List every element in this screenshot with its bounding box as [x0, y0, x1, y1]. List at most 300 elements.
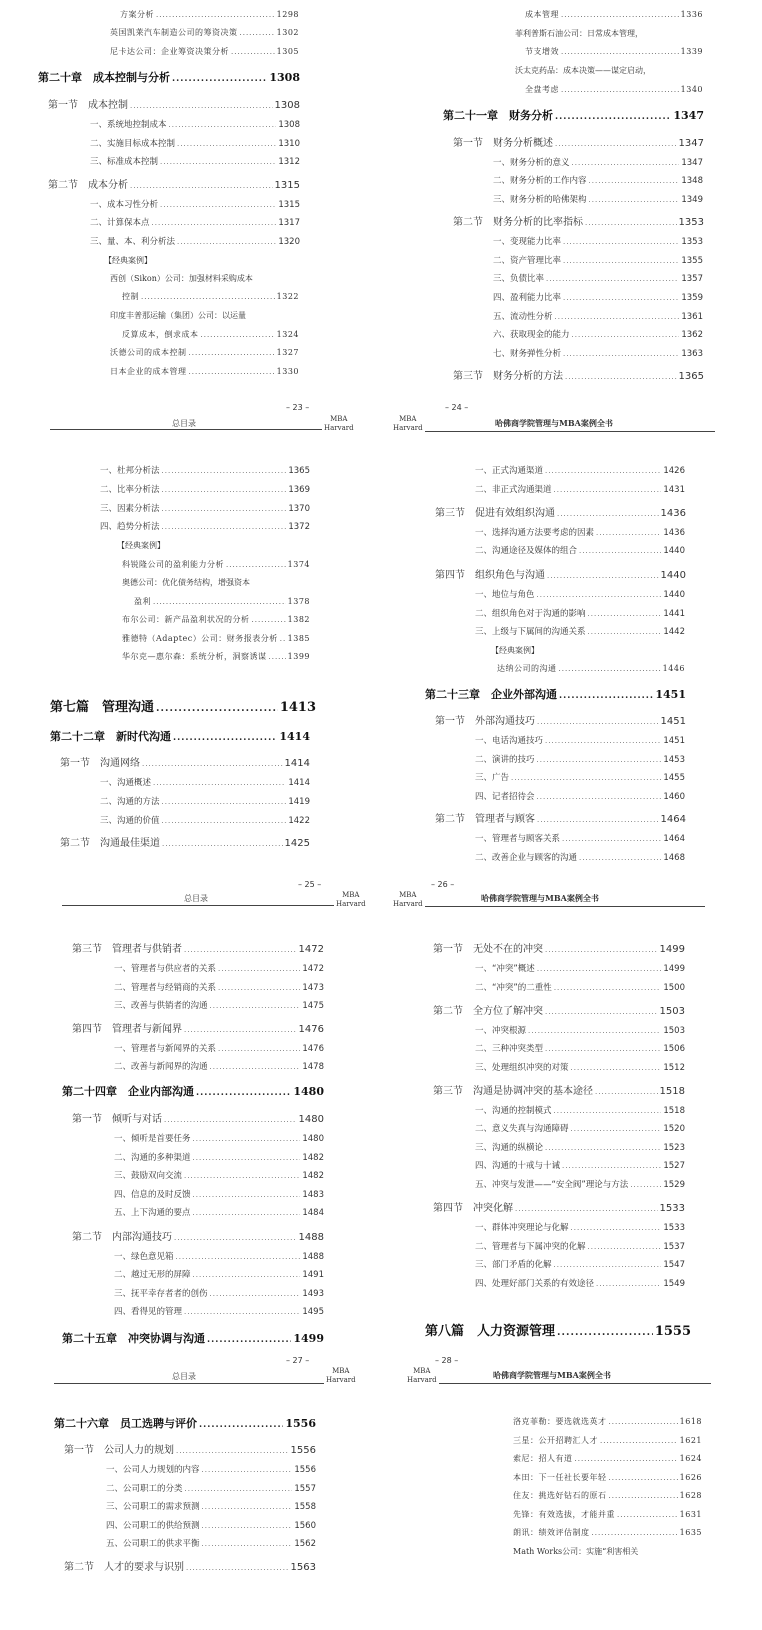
page-29	[0, 1390, 381, 1630]
mba-harvard-mark: MBA Harvard	[324, 415, 354, 432]
case-label: 【经典案例】	[491, 646, 539, 655]
subsection-title: 三、鼓励双向交流	[114, 1171, 183, 1181]
toc-subsection[interactable]	[114, 1268, 324, 1280]
subsection-title: 二、三种冲突类型	[475, 1044, 544, 1054]
toc-subsection[interactable]	[475, 483, 685, 495]
toc-case[interactable]	[122, 614, 310, 625]
toc-section[interactable]	[435, 504, 686, 519]
chapter-page: 1556	[285, 1417, 316, 1430]
subsection-page: 1359	[681, 293, 703, 303]
toc-subsection[interactable]	[106, 1519, 316, 1531]
section-page: 1499	[659, 944, 685, 955]
subsection-title: 三、量、本、利分析法	[90, 237, 176, 247]
toc-case[interactable]	[122, 329, 299, 340]
subsection-page: 1506	[663, 1044, 685, 1054]
section-title: 第一节 倾听与对话	[72, 1114, 162, 1125]
chapter-page: 1480	[293, 1085, 324, 1098]
subsection-title: 一、地位与角色	[475, 590, 535, 600]
toc-subsection[interactable]	[475, 1159, 685, 1171]
subsection-page: 1488	[302, 1252, 324, 1262]
toc-section[interactable]	[48, 96, 300, 111]
case-page: 1628	[679, 1491, 702, 1500]
toc-subsection[interactable]	[475, 1277, 685, 1289]
subsection-page: 1426	[663, 466, 685, 476]
subsection-page: 1560	[294, 1521, 316, 1531]
subsection-page: 1529	[663, 1180, 685, 1190]
toc-section[interactable]	[453, 134, 704, 149]
toc-section[interactable]	[435, 566, 686, 581]
subsection-page: 1315	[278, 200, 300, 210]
section-title: 第二节 人才的要求与识别	[64, 1562, 184, 1573]
toc-subsection[interactable]	[100, 776, 310, 788]
subsection-page: 1363	[681, 349, 703, 359]
subsection-page: 1353	[681, 237, 703, 247]
toc-entry-title: 全盘考虑	[525, 85, 559, 94]
toc-subsection[interactable]	[493, 254, 703, 266]
subsection-title: 一、选择沟通方法要考虑的因素	[475, 528, 595, 538]
toc-subsection[interactable]	[475, 1221, 685, 1233]
section-title: 第一节 沟通网络	[60, 758, 140, 769]
chapter-title: 第二十章 成本控制与分析	[38, 71, 170, 84]
case-label: 【经典案例】	[117, 541, 165, 550]
page-24	[381, 0, 762, 440]
toc-section[interactable]	[433, 1082, 685, 1097]
toc-case[interactable]	[513, 1453, 702, 1464]
toc-chapter[interactable]	[425, 686, 686, 702]
mba-harvard-mark: MBA Harvard	[336, 891, 366, 908]
toc-subsection[interactable]	[106, 1482, 316, 1494]
toc-subsection[interactable]	[493, 174, 703, 186]
subsection-page: 1491	[302, 1270, 324, 1280]
subsection-page: 1419	[288, 797, 310, 807]
subsection-page: 1347	[681, 158, 703, 168]
case-title: 反算成本，倒求成本	[122, 330, 199, 339]
subsection-page: 1317	[278, 218, 300, 228]
toc-subsection[interactable]	[475, 851, 685, 863]
toc-chapter[interactable]	[54, 1415, 316, 1431]
subsection-page: 1562	[294, 1539, 316, 1549]
toc-section[interactable]	[64, 1441, 316, 1456]
toc-entry-title: 方案分析	[120, 10, 154, 19]
subsection-page: 1533	[663, 1223, 685, 1233]
subsection-title: 三、抚平幸存者者的创伤	[114, 1289, 208, 1299]
toc-subsection[interactable]	[114, 1169, 324, 1181]
subsection-title: 三、负债比率	[493, 274, 545, 284]
toc-subsection[interactable]	[475, 771, 685, 783]
case-title: 达纳公司的沟通	[497, 664, 557, 673]
toc-chapter[interactable]	[62, 1330, 324, 1346]
toc-case[interactable]	[513, 1509, 702, 1520]
toc-subsection[interactable]	[114, 1305, 324, 1317]
subsection-title: 二、改善与新闻界的沟通	[114, 1062, 208, 1072]
toc-part[interactable]	[50, 696, 316, 715]
section-page: 1563	[290, 1562, 316, 1573]
subsection-page: 1556	[294, 1465, 316, 1475]
subsection-title: 三、因素分析法	[100, 504, 160, 514]
toc-subsection[interactable]	[475, 981, 685, 993]
toc-section[interactable]	[72, 940, 324, 955]
subsection-page: 1464	[663, 834, 685, 844]
subsection-title: 一、冲突根源	[475, 1026, 527, 1036]
toc-subsection[interactable]	[475, 1024, 685, 1036]
chapter-title: 第二十二章 新时代沟通	[50, 730, 171, 743]
toc-subsection[interactable]	[106, 1500, 316, 1512]
subsection-page: 1472	[302, 964, 324, 974]
toc-section[interactable]	[60, 754, 310, 769]
toc-subsection[interactable]	[114, 1151, 324, 1163]
subsection-title: 三、处理组织冲突的对策	[475, 1063, 569, 1073]
toc-subsection[interactable]	[475, 1122, 685, 1134]
section-title: 第二节 内部沟通技巧	[72, 1232, 172, 1243]
toc-subsection[interactable]	[475, 625, 685, 637]
footer-rule	[62, 905, 334, 906]
subsection-page: 1372	[288, 522, 310, 532]
toc-subsection[interactable]	[475, 1258, 685, 1270]
toc-subsection[interactable]	[493, 235, 703, 247]
toc-subsection[interactable]	[475, 464, 685, 476]
toc-entry[interactable]	[110, 46, 299, 57]
toc-subsection[interactable]	[90, 216, 300, 228]
page-27	[0, 910, 381, 1390]
section-page: 1451	[660, 716, 686, 727]
toc-entry[interactable]	[120, 9, 299, 20]
toc-case[interactable]	[122, 291, 299, 302]
toc-subsection[interactable]	[475, 1061, 685, 1073]
case-page: 1322	[276, 292, 299, 301]
subsection-title: 二、沟通途径及媒体的组合	[475, 546, 578, 556]
toc-entry[interactable]	[525, 84, 703, 95]
toc-entry[interactable]	[110, 27, 299, 38]
toc-section[interactable]	[72, 1110, 324, 1125]
subsection-page: 1422	[288, 816, 310, 826]
toc-section[interactable]	[453, 213, 704, 228]
toc-case[interactable]	[497, 663, 685, 674]
toc-case[interactable]	[513, 1416, 702, 1427]
subsection-title: 五、上下沟通的要点	[114, 1208, 191, 1218]
subsection-title: 三、公司职工的需求预测	[106, 1502, 200, 1512]
section-title: 第二节 成本分析	[48, 180, 128, 191]
subsection-page: 1482	[302, 1153, 324, 1163]
subsection-title: 一、杜邦分析法	[100, 466, 160, 476]
subsection-title: 五、冲突与发泄——“安全阀”理论与方法	[475, 1180, 629, 1190]
subsection-page: 1512	[663, 1063, 685, 1073]
section-page: 1518	[659, 1086, 685, 1097]
subsection-title: 二、管理者与下属冲突的化解	[475, 1242, 586, 1252]
section-title: 第三节 管理者与供销者	[72, 944, 182, 955]
toc-subsection[interactable]	[475, 607, 685, 619]
subsection-title: 二、财务分析的工作内容	[493, 176, 587, 186]
case-page: 1631	[679, 1510, 702, 1519]
toc-section[interactable]	[72, 1228, 324, 1243]
toc-entry[interactable]	[525, 9, 703, 20]
subsection-page: 1520	[663, 1124, 685, 1134]
section-page: 1464	[660, 814, 686, 825]
subsection-title: 四、公司职工的供给预测	[106, 1521, 200, 1531]
section-title: 第三节 沟通是协调冲突的基本途径	[433, 1086, 593, 1097]
toc-subsection[interactable]	[106, 1537, 316, 1549]
toc-chapter[interactable]	[443, 107, 704, 123]
toc-subsection[interactable]	[106, 1463, 316, 1475]
case-page: 1621	[679, 1436, 702, 1445]
toc-subsection[interactable]	[493, 156, 703, 168]
toc-subsection[interactable]	[90, 235, 300, 247]
subsection-page: 1440	[663, 546, 685, 556]
footer-toc-label: 总目录	[172, 419, 196, 428]
subsection-page: 1500	[663, 983, 685, 993]
subsection-title: 二、管理者与经销商的关系	[114, 983, 217, 993]
subsection-title: 四、看得见的管理	[114, 1307, 183, 1317]
toc-case[interactable]	[513, 1472, 702, 1483]
subsection-page: 1527	[663, 1161, 685, 1171]
subsection-title: 四、信息的及时反馈	[114, 1190, 191, 1200]
subsection-title: 一、管理者与新闻界的关系	[114, 1044, 217, 1054]
section-page: 1440	[660, 570, 686, 581]
subsection-title: 二、实施目标成本控制	[90, 139, 176, 149]
toc-subsection[interactable]	[475, 544, 685, 556]
mba-harvard-mark: MBA Harvard	[393, 891, 423, 908]
subsection-title: 一、沟通的控制模式	[475, 1106, 552, 1116]
subsection-page: 1370	[288, 504, 310, 514]
toc-subsection[interactable]	[475, 790, 685, 802]
toc-subsection[interactable]	[475, 526, 685, 538]
subsection-title: 二、资产管理比率	[493, 256, 562, 266]
section-page: 1480	[298, 1114, 324, 1125]
subsection-title: 二、组织角色对于沟通的影响	[475, 609, 586, 619]
subsection-title: 一、成本习性分析	[90, 200, 159, 210]
subsection-title: 四、盈利能力比率	[493, 293, 562, 303]
toc-case[interactable]	[513, 1435, 702, 1446]
subsection-title: 二、意义失真与沟通障碍	[475, 1124, 569, 1134]
chapter-title: 第二十三章 企业外部沟通	[425, 688, 557, 701]
toc-chapter[interactable]	[38, 69, 300, 85]
subsection-page: 1478	[302, 1062, 324, 1072]
subsection-title: 一、电话沟通技巧	[475, 736, 544, 746]
subsection-title: 二、沟通的方法	[100, 797, 160, 807]
toc-subsection[interactable]	[100, 520, 310, 532]
section-title: 第三节 促进有效组织沟通	[435, 508, 555, 519]
toc-subsection[interactable]	[475, 588, 685, 600]
toc-subsection[interactable]	[114, 1188, 324, 1200]
toc-entry[interactable]	[525, 46, 703, 57]
section-title: 第一节 成本控制	[48, 100, 128, 111]
toc-subsection[interactable]	[493, 193, 703, 205]
case-title: 本田：下一任社长要年轻	[513, 1473, 607, 1482]
toc-entry-title: 节支增效	[525, 47, 559, 56]
toc-subsection[interactable]	[100, 795, 310, 807]
toc-subsection[interactable]	[475, 1042, 685, 1054]
toc-case[interactable]	[134, 596, 310, 607]
footer-book-title: 哈佛商学院管理与MBA案例全书	[495, 418, 613, 428]
subsection-page: 1440	[663, 590, 685, 600]
subsection-title: 一、“冲突”概述	[475, 964, 535, 974]
subsection-page: 1503	[663, 1026, 685, 1036]
toc-case[interactable]	[122, 633, 310, 644]
section-title: 第四节 组织角色与沟通	[435, 570, 545, 581]
subsection-page: 1436	[663, 528, 685, 538]
toc-subsection[interactable]	[114, 981, 324, 993]
toc-subsection[interactable]	[90, 137, 300, 149]
footer-rule	[425, 431, 715, 432]
subsection-page: 1308	[278, 120, 300, 130]
case-page: 1446	[662, 664, 685, 673]
toc-subsection[interactable]	[493, 272, 703, 284]
toc-case[interactable]	[110, 347, 299, 358]
section-page: 1488	[298, 1232, 324, 1243]
subsection-title: 一、变现能力比率	[493, 237, 562, 247]
section-page: 1414	[284, 758, 310, 769]
subsection-title: 一、绿色意见箱	[114, 1252, 174, 1262]
toc-case[interactable]	[122, 651, 310, 662]
subsection-title: 二、非正式沟通渠道	[475, 485, 552, 495]
subsection-page: 1483	[302, 1190, 324, 1200]
subsection-page: 1442	[663, 627, 685, 637]
toc-subsection[interactable]	[475, 734, 685, 746]
chapter-title: 第二十一章 财务分析	[443, 109, 553, 122]
toc-section[interactable]	[433, 1199, 685, 1214]
section-title: 第四节 冲突化解	[433, 1203, 513, 1214]
subsection-title: 三、财务分析的哈佛架构	[493, 195, 587, 205]
subsection-page: 1453	[663, 755, 685, 765]
case-title: 三星：公开招聘汇人才	[513, 1436, 598, 1445]
toc-section[interactable]	[433, 1002, 685, 1017]
toc-subsection[interactable]	[114, 962, 324, 974]
toc-subsection[interactable]	[114, 1287, 324, 1299]
toc-entry-page: 1305	[276, 47, 299, 56]
case-label: 【经典案例】	[104, 256, 152, 265]
part-page: 1555	[654, 1324, 691, 1339]
subsection-title: 二、越过无形的屏障	[114, 1270, 191, 1280]
toc-case[interactable]	[110, 366, 299, 377]
toc-subsection[interactable]	[114, 1042, 324, 1054]
subsection-title: 一、财务分析的意义	[493, 158, 570, 168]
toc-section[interactable]	[435, 810, 686, 825]
subsection-title: 三、沟通的价值	[100, 816, 160, 826]
toc-section[interactable]	[435, 712, 686, 727]
subsection-title: 一、管理者与供应者的关系	[114, 964, 217, 974]
toc-section[interactable]	[64, 1558, 316, 1573]
toc-subsection[interactable]	[475, 1104, 685, 1116]
toc-section[interactable]	[48, 176, 300, 191]
section-title: 第二节 管理者与顾客	[435, 814, 535, 825]
subsection-page: 1480	[302, 1134, 324, 1144]
toc-section[interactable]	[433, 940, 685, 955]
chapter-title: 第二十五章 冲突协调与沟通	[62, 1332, 205, 1345]
toc-subsection[interactable]	[475, 1178, 685, 1190]
toc-part[interactable]	[425, 1320, 691, 1339]
section-title: 第四节 管理者与新闻界	[72, 1024, 182, 1035]
toc-case[interactable]	[513, 1490, 702, 1501]
section-page: 1353	[678, 217, 704, 228]
page-number: – 24 –	[445, 403, 469, 412]
subsection-page: 1365	[288, 466, 310, 476]
subsection-page: 1355	[681, 256, 703, 266]
toc-chapter[interactable]	[62, 1083, 324, 1099]
toc-subsection[interactable]	[493, 347, 703, 359]
case-page: 1385	[287, 634, 310, 643]
case-title-line: 奥德公司：优化债务结构，增强资本	[122, 578, 250, 587]
subsection-title: 二、改善企业与顾客的沟通	[475, 853, 578, 863]
toc-chapter[interactable]	[50, 728, 310, 744]
chapter-title: 第二十四章 企业内部沟通	[62, 1085, 194, 1098]
page-23	[0, 0, 381, 440]
part-title: 第八篇 人力资源管理	[425, 1324, 556, 1339]
section-title: 第一节 无处不在的冲突	[433, 944, 543, 955]
toc-subsection[interactable]	[475, 962, 685, 974]
toc-subsection[interactable]	[114, 1206, 324, 1218]
subsection-page: 1431	[663, 485, 685, 495]
toc-section[interactable]	[72, 1020, 324, 1035]
case-page: 1635	[679, 1528, 702, 1537]
subsection-page: 1451	[663, 736, 685, 746]
toc-subsection[interactable]	[475, 832, 685, 844]
toc-case[interactable]	[513, 1527, 702, 1538]
toc-subsection[interactable]	[493, 328, 703, 340]
subsection-title: 四、趋势分析法	[100, 522, 160, 532]
toc-subsection[interactable]	[100, 483, 310, 495]
case-page: 1624	[679, 1454, 702, 1463]
case-title: 沃德公司的成本控制	[110, 348, 187, 357]
page-number: – 28 –	[435, 1356, 459, 1365]
toc-subsection[interactable]	[114, 1060, 324, 1072]
case-page: 1330	[276, 367, 299, 376]
subsection-page: 1441	[663, 609, 685, 619]
case-title: 雅德特（Adaptec）公司：财务报表分析	[122, 634, 278, 643]
toc-entry-page: 1298	[276, 10, 299, 19]
section-title: 第二节 沟通最佳渠道	[60, 838, 160, 849]
case-title: 索尼：招人有道	[513, 1454, 573, 1463]
toc-subsection[interactable]	[100, 502, 310, 514]
mba-harvard-mark: MBA Harvard	[393, 415, 423, 432]
toc-subsection[interactable]	[475, 1240, 685, 1252]
toc-subsection[interactable]	[475, 1141, 685, 1153]
subsection-title: 一、公司人力规划的内容	[106, 1465, 200, 1475]
case-title: 洛克菲勒：要选就选英才	[513, 1417, 607, 1426]
toc-subsection[interactable]	[114, 999, 324, 1011]
subsection-title: 一、正式沟通渠道	[475, 466, 544, 476]
section-title: 第一节 公司人力的规划	[64, 1445, 174, 1456]
toc-subsection[interactable]	[90, 118, 300, 130]
toc-subsection[interactable]	[114, 1132, 324, 1144]
chapter-page: 1414	[279, 730, 310, 743]
subsection-page: 1476	[302, 1044, 324, 1054]
toc-subsection[interactable]	[493, 310, 703, 322]
toc-entry-title: 成本管理	[525, 10, 559, 19]
subsection-page: 1523	[663, 1143, 685, 1153]
toc-subsection[interactable]	[90, 198, 300, 210]
section-page: 1556	[290, 1445, 316, 1456]
toc-section[interactable]	[60, 834, 310, 849]
subsection-title: 五、公司职工的供求平衡	[106, 1539, 200, 1549]
page-number: – 25 –	[298, 880, 322, 889]
toc-subsection[interactable]	[100, 814, 310, 826]
subsection-page: 1537	[663, 1242, 685, 1252]
case-title: 日本企业的成本管理	[110, 367, 187, 376]
subsection-page: 1475	[302, 1001, 324, 1011]
toc-subsection[interactable]	[100, 464, 310, 476]
case-page: 1374	[287, 560, 310, 569]
toc-subsection[interactable]	[90, 155, 300, 167]
case-page: 1378	[287, 597, 310, 606]
toc-section[interactable]	[453, 367, 704, 382]
toc-subsection[interactable]	[114, 1250, 324, 1262]
page-28	[381, 910, 762, 1390]
part-page: 1413	[279, 700, 316, 715]
toc-subsection[interactable]	[475, 753, 685, 765]
toc-case[interactable]	[122, 559, 310, 570]
toc-entry-page: 1336	[680, 10, 703, 19]
page-30	[381, 1390, 762, 1630]
toc-subsection[interactable]	[493, 291, 703, 303]
